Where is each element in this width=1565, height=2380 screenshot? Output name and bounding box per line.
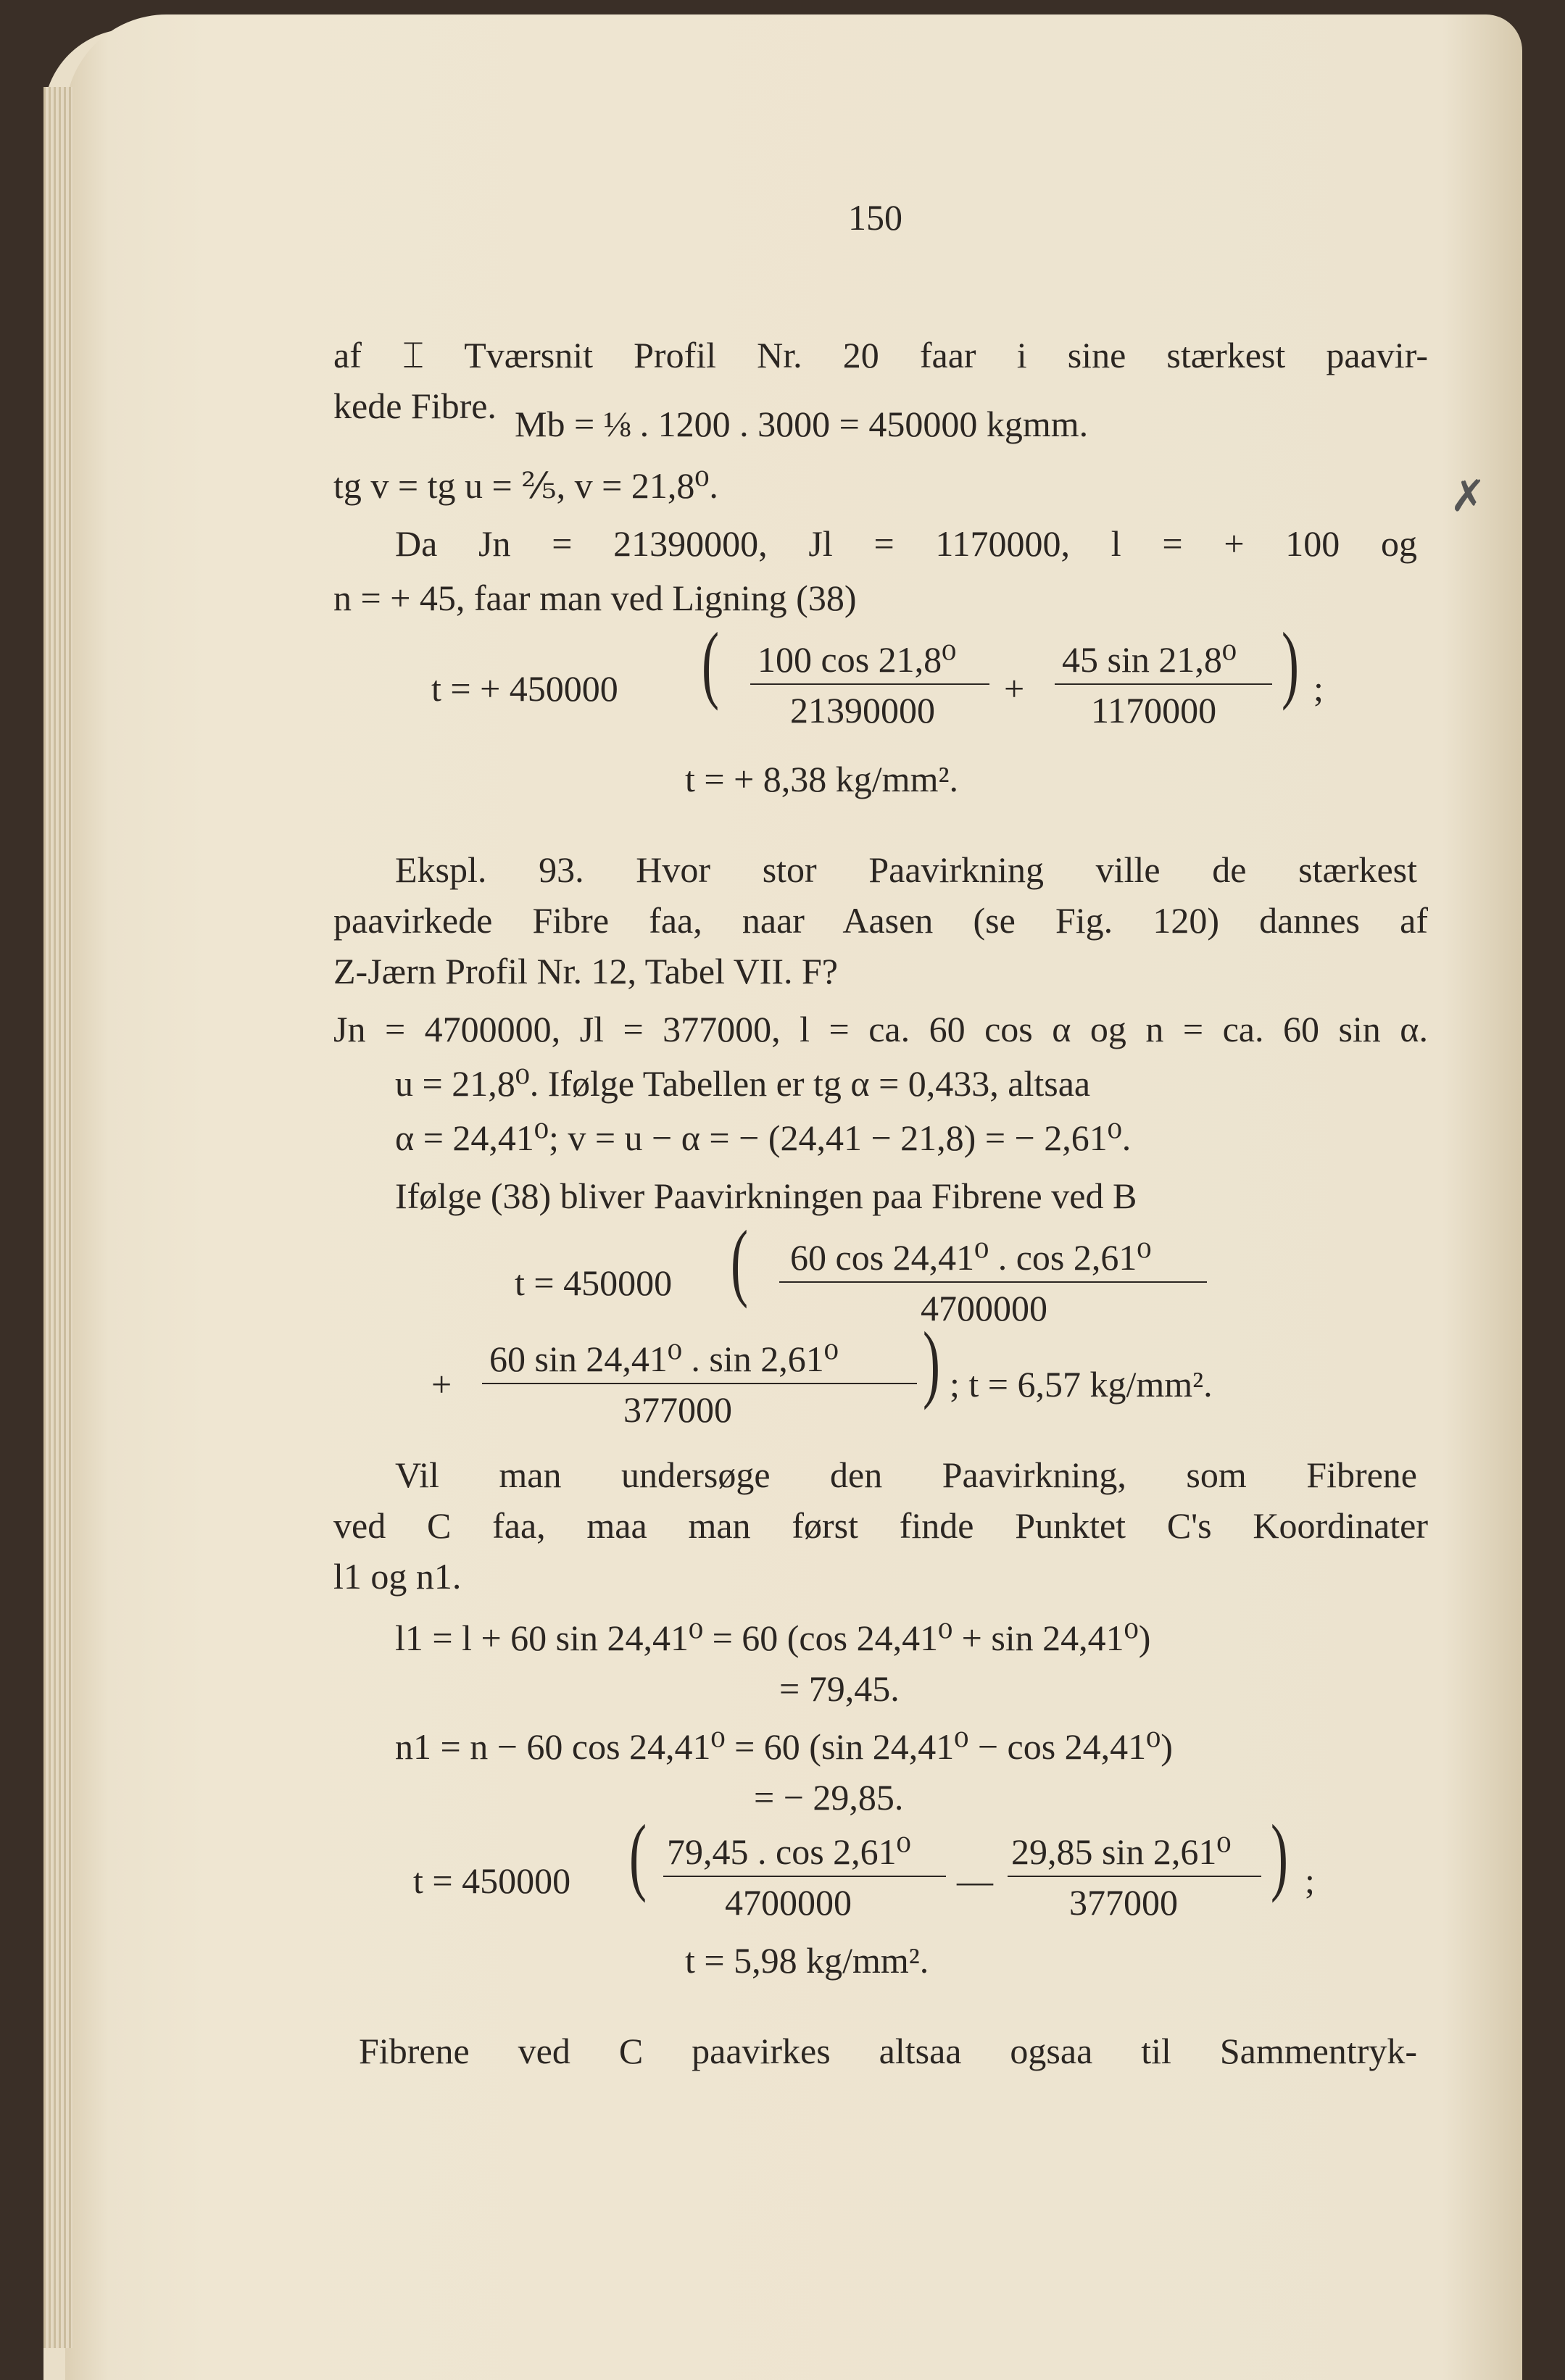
text-line: paavirkede Fibre faa, naar Aasen (se Fig. 120) dannes af (333, 900, 1428, 941)
denominator: 1170000 (1091, 690, 1217, 731)
equation-lhs: t = 450000 (413, 1860, 571, 1901)
plus-sign: + (431, 1364, 452, 1405)
numerator: 60 sin 24,41⁰ . sin 2,61⁰ (489, 1339, 839, 1379)
page-number: 150 (848, 197, 902, 238)
denominator: 4700000 (725, 1882, 852, 1923)
equation-line: n1 = n − 60 cos 24,41⁰ = 60 (sin 24,41⁰ − cos 24,41⁰) (395, 1726, 1173, 1767)
text-line: Da Jn = 21390000, Jl = 1170000, l = + 100 og (395, 523, 1417, 564)
plus-sign: + (1004, 668, 1025, 709)
equation-lhs: t = 450000 (515, 1262, 673, 1303)
fraction-bar (663, 1876, 946, 1877)
text-line: Z-Jærn Profil Nr. 12, Tabel VII. F? (333, 951, 838, 991)
page-stack-edges (43, 87, 72, 2348)
paren-close: ) (1270, 1807, 1288, 1903)
numerator: 79,45 . cos 2,61⁰ (667, 1831, 911, 1872)
fraction-bar (779, 1281, 1207, 1283)
text-line: Ekspl. 93. Hvor stor Paavirkning ville de stærkest (395, 849, 1417, 890)
numerator: 45 sin 21,8⁰ (1062, 639, 1237, 680)
denominator: 4700000 (921, 1288, 1047, 1328)
fraction-bar (750, 683, 989, 685)
denominator: 21390000 (790, 690, 935, 731)
equation-line: = − 29,85. (754, 1777, 904, 1818)
equation-line: Mb = ⅛ . 1200 . 3000 = 450000 kgmm. (515, 404, 1089, 444)
numerator: 100 cos 21,8⁰ (757, 639, 957, 680)
equation-line: Jn = 4700000, Jl = 377000, l = ca. 60 cos α og n = ca. 60 sin α. (333, 1009, 1428, 1049)
paren-close: ) (922, 1314, 940, 1410)
denominator: 377000 (1069, 1882, 1178, 1923)
text-line: l1 og n1. (333, 1556, 462, 1597)
equation-result: t = 5,98 kg/mm². (685, 1940, 929, 1981)
paren-open: ( (730, 1212, 748, 1309)
text-line: kede Fibre. (333, 386, 497, 426)
text-line: n = + 45, faar man ved Ligning (38) (333, 578, 857, 618)
text-line: Vil man undersøge den Paavirkning, som Fibrene (395, 1455, 1417, 1495)
fraction-bar (482, 1383, 917, 1384)
minus-sign: — (957, 1860, 993, 1901)
equation-line: α = 24,41⁰; v = u − α = − (24,41 − 21,8) = − 2,61⁰. (395, 1118, 1132, 1158)
fraction-bar (1055, 683, 1272, 685)
text-line: Fibrene ved C paavirkes altsaa ogsaa til Sammentryk- (359, 2031, 1417, 2071)
equation-result: t = + 8,38 kg/mm². (685, 759, 958, 799)
numerator: 60 cos 24,41⁰ . cos 2,61⁰ (790, 1237, 1152, 1278)
equation-lhs: t = + 450000 (431, 668, 618, 709)
pencil-mark: ✗ (1450, 473, 1487, 520)
equation-line: = 79,45. (779, 1668, 900, 1709)
numerator: 29,85 sin 2,61⁰ (1011, 1831, 1232, 1872)
paren-open: ( (628, 1807, 647, 1903)
text-line: af ⌶ Tværsnit Profil Nr. 20 faar i sine stærkest paavir- (333, 335, 1428, 375)
text-line: ved C faa, maa man først finde Punktet C's Koordinater (333, 1505, 1428, 1546)
equation-result: ; t = 6,57 kg/mm². (950, 1364, 1213, 1405)
equation-line: l1 = l + 60 sin 24,41⁰ = 60 (cos 24,41⁰ + sin 24,41⁰) (395, 1618, 1151, 1658)
equation-line: tg v = tg u = ⅖, v = 21,8⁰. (333, 465, 718, 506)
paren-open: ( (701, 615, 719, 711)
equation-line: u = 21,8⁰. Ifølge Tabellen er tg α = 0,433, altsaa (395, 1063, 1091, 1104)
semicolon: ; (1313, 668, 1324, 709)
paren-close: ) (1281, 615, 1299, 711)
text-line: Ifølge (38) bliver Paavirkningen paa Fibrene ved B (395, 1176, 1137, 1216)
denominator: 377000 (623, 1389, 732, 1430)
semicolon: ; (1305, 1860, 1315, 1901)
fraction-bar (1008, 1876, 1261, 1877)
